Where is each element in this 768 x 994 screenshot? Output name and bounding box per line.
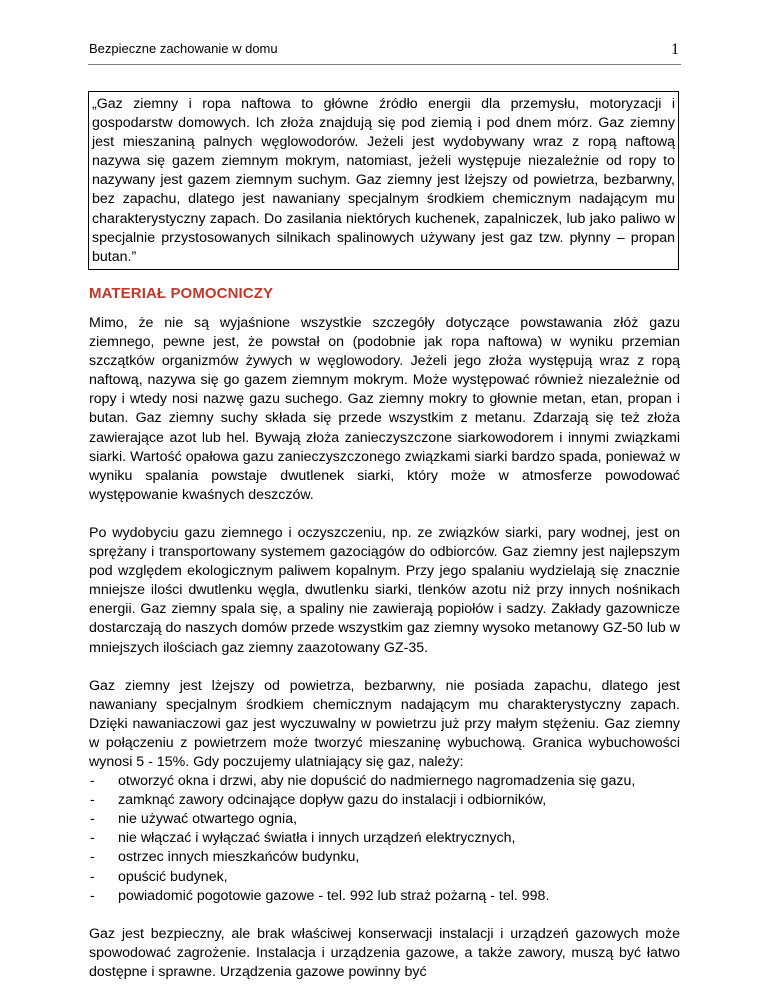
list-marker: - xyxy=(90,849,95,866)
list-item-text: nie włączać i wyłączać światła i innych urządzeń elektrycznych, xyxy=(118,830,516,847)
safety-steps-list xyxy=(89,772,680,906)
page-header xyxy=(88,40,681,65)
list-item-text: powiadomić pogotowie gazowe - tel. 992 lub straż pożarną - tel. 998. xyxy=(118,887,550,904)
list-item xyxy=(89,868,680,887)
list-item xyxy=(89,887,680,906)
list-marker: - xyxy=(90,830,95,847)
list-item xyxy=(89,791,680,810)
list-item-text: otworzyć okna i drzwi, aby nie dopuścić do nadmiernego nagromadzenia się gazu, xyxy=(118,773,636,790)
section-heading: MATERIAŁ POMOCNICZY xyxy=(89,285,274,302)
paragraph: Gaz ziemny jest lżejszy od powietrza, bezbarwny, nie posiada zapachu, dlatego jest nawaniany specjalnym środkiem chemicznym nadającym mu charakterystyczny zapach. Dzięki nawaniaczowi gaz jest wyczuwalny w powietrzu już przy małym stężeniu. Gaz ziemny w połączeniu z powietrzem może tworzyć mieszaninę wybuchową. Granica wybuchowości wynosi 5 - 15%. Gdy poczujemy ulatniający się gaz, należy: xyxy=(89,677,680,770)
list-item-text: ostrzec innych mieszkańców budynku, xyxy=(118,849,360,866)
section-body xyxy=(89,314,680,982)
list-marker: - xyxy=(90,887,95,904)
list-item xyxy=(89,829,680,848)
page-number: 1 xyxy=(671,41,679,58)
list-item-text: zamknąć zawory odcinające dopływ gazu do instalacji i odbiorników, xyxy=(118,792,547,809)
list-item-text: opuścić budynek, xyxy=(118,868,228,885)
paragraph: Gaz jest bezpieczny, ale brak właściwej konserwacji instalacji i urządzeń gazowych może spowodować zagrożenie. Instalacja i urządzenia gazowe, a także zawory, muszą być łatwo dostępne i sprawne. Urządzenia gazowe powinny być xyxy=(89,925,680,980)
header-title: Bezpieczne zachowanie w domu xyxy=(89,41,278,56)
list-marker: - xyxy=(90,792,95,809)
quote-box xyxy=(88,91,679,270)
list-marker: - xyxy=(90,811,95,828)
list-item xyxy=(89,848,680,867)
quote-text: „Gaz ziemny i ropa naftowa to główne źródło energii dla przemysłu, motoryzacji i gospodarstw domowych. Ich złoża znajdują się pod ziemią i pod dnem mórz. Gaz ziemny jest mieszaniną palnych węglowodorów. Jeżeli jest wydobywany wraz z ropą naftową nazywa się gazem ziemnym mokrym, natomiast, jeżeli występuje niezależnie od ropy to nazywany jest gazem ziemnym suchym. Gaz ziemny jest lżejszy od powietrza, bezbarwny, bez zapachu, dlatego jest nawaniany specjalnym środkiem chemicznym nadającym mu charakterystyczny zapach. Do zasilania niektórych kuchenek, zapalniczek, lub jako paliwo w specjalnie przystosowanych silnikach spalinowych używany jest gaz tzw. płynny – propan butan.” xyxy=(92,96,675,265)
list-marker: - xyxy=(90,773,95,790)
list-item-text: nie używać otwartego ognia, xyxy=(118,811,298,828)
list-marker: - xyxy=(90,868,95,885)
list-item xyxy=(89,772,680,791)
paragraph: Po wydobyciu gazu ziemnego i oczyszczeniu, np. ze związków siarki, pary wodnej, jest on sprężany i transportowany systemem gazociągów do odbiorców. Gaz ziemny jest najlepszym pod względem ekologicznym paliwem kopalnym. Przy jego spalaniu wydzielają się znacznie mniejsze ilości dwutlenku węgla, dwutlenku siarki, tlenków azotu niż przy innych nośnikach energii. Gaz ziemny spala się, a spaliny nie zawierają popiołów i sadzy. Zakłady gazownicze dostarczają do naszych domów przede wszystkim gaz ziemny wysoko metanowy GZ-50 lub w mniejszych ilościach gaz ziemny zaazotowany GZ-35. xyxy=(89,524,680,656)
list-item xyxy=(89,810,680,829)
paragraph: Mimo, że nie są wyjaśnione wszystkie szczegóły dotyczące powstawania złóż gazu ziemnego, pewne jest, że powstał on (podobnie jak ropa naftowa) w wyniku przemian szczątków organizmów żywych w węglowodory. Jeżeli jego złoża występują wraz z ropą naftową, nazywa się go gazem ziemnym mokrym. Może występować również niezależnie od ropy i wtedy nosi nazwę gazu suchego. Gaz ziemny mokry to głownie metan, etan, propan i butan. Gaz ziemny suchy składa się przede wszystkim z metanu. Zdarzają się też złoża zawierające azot lub hel. Bywają złoża zanieczyszczone siarkowodorem i innymi związkami siarki. Wartość opałowa gazu zanieczyszczonego związkami siarki bardzo spada, ponieważ w wyniku spalania powstaje dwutlenek siarki, który może w atmosferze powodować występowanie kwaśnych deszczów. xyxy=(89,315,680,503)
